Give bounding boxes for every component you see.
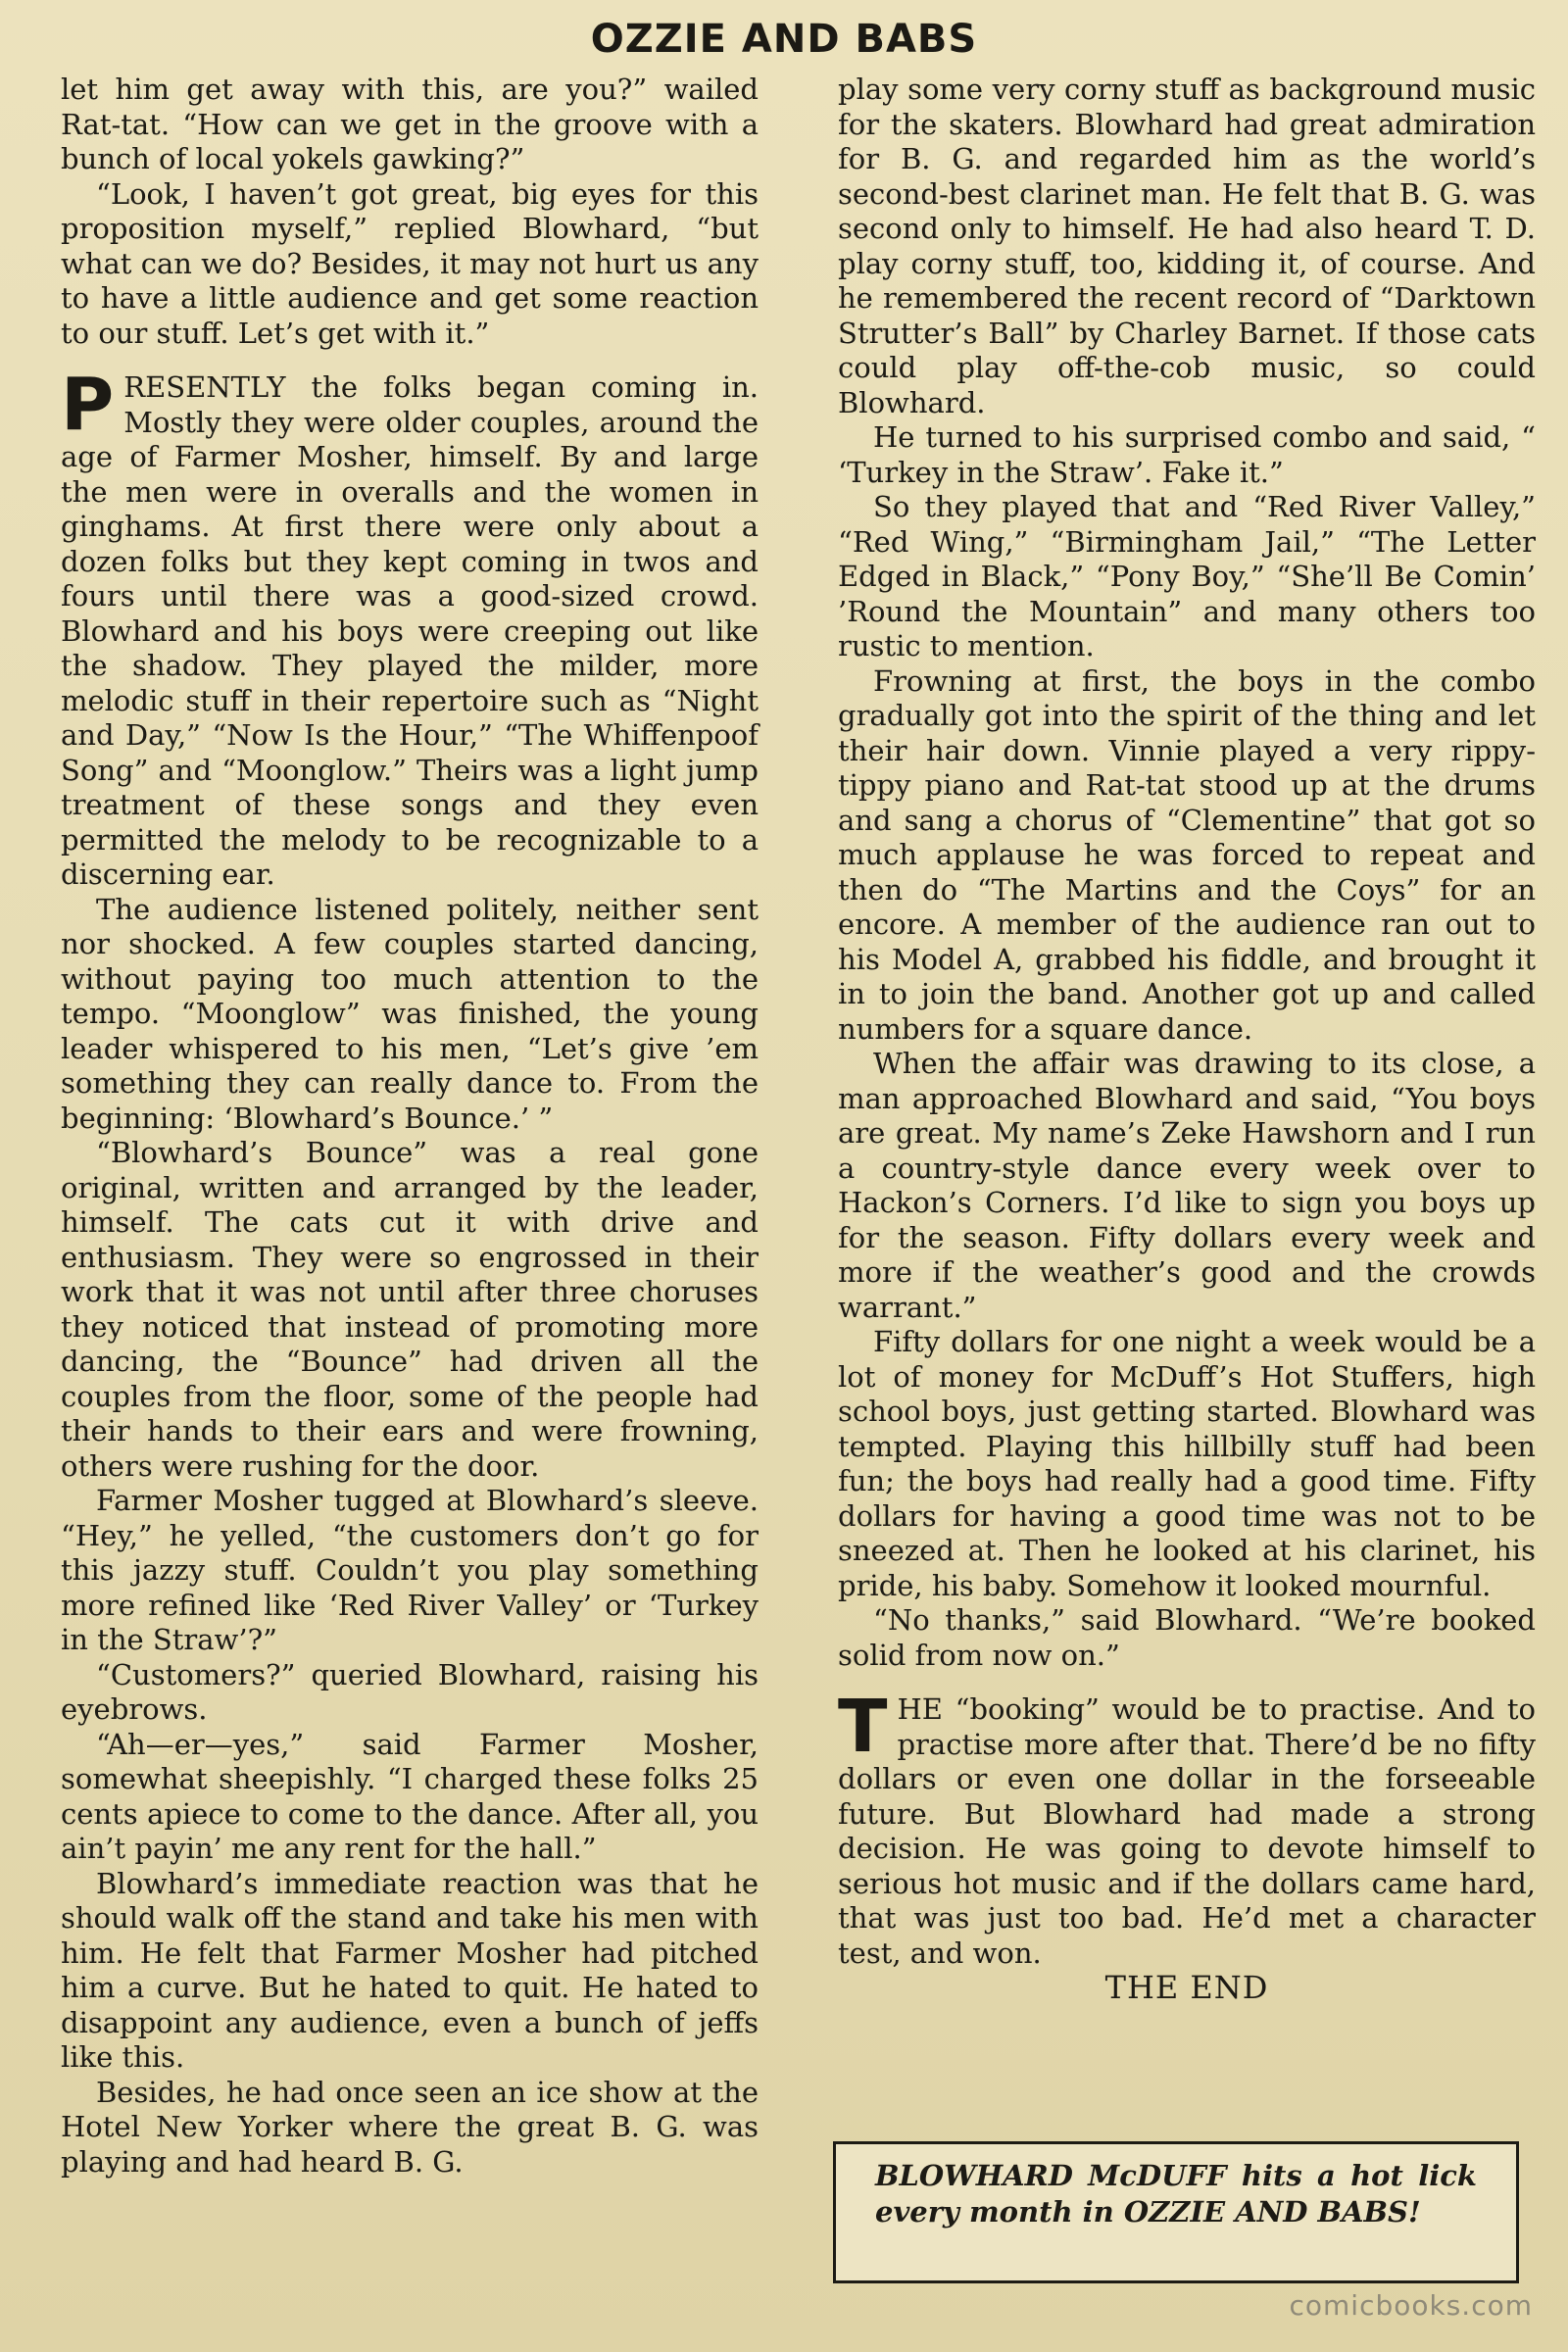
- paragraph-text: RESENTLY the folks began coming in. Mostly they were older couples, around the age of Farmer Mosher, himself. By and large the men were in overalls and the women in ginghams. At first there were only about a dozen folks but they kept coming in twos and fours until there was a good-sized crowd. Blowhard and his boys were creeping out like the shadow. They played the milder, more melodic stuff in their repertoire such as “Night and Day,” “Now Is the Hour,” “The Whiffenpoof Song” and “Moonglow.” Theirs was a light jump treatment of these songs and they even permitted the melody to be recognizable to a discerning ear.: [61, 370, 759, 891]
- promo-text: BLOWHARD McDUFF hits a hot lick every month in OZZIE AND BABS!: [875, 2159, 1477, 2229]
- paragraph: Fifty dollars for one night a week would be a lot of money for McDuff’s Hot Stuffers, high school boys, just getting started. Blowhard was tempted. Playing this hillbilly stuff had been fun; the boys had really had a good time. Fifty dollars for having a good time was not to be sneezed at. Then he looked at his clarinet, his pride, his baby. Somehow it looked mournful.: [838, 1325, 1536, 1602]
- paragraph: Besides, he had once seen an ice show at the Hotel New Yorker where the great B. G. was playing and had heard B. G.: [61, 2075, 759, 2179]
- paragraph-with-dropcap: [61, 363, 759, 893]
- promo-box: [833, 2141, 1519, 2283]
- paragraph: Farmer Mosher tugged at Blowhard’s sleeve. “Hey,” he yelled, “the customers don’t go for this jazzy stuff. Couldn’t you play something more refined like ‘Red River Valley’ or ‘Turkey in the Straw’?”: [61, 1484, 759, 1656]
- left-column: [61, 73, 759, 2180]
- page-title: OZZIE AND BABS: [590, 17, 978, 62]
- paragraph: “Look, I haven’t got great, big eyes for this proposition myself,” replied Blowhard, “but what can we do? Besides, it may not hurt us any to have a little audience and get some reaction to our stuff. Let’s get with it.”: [61, 176, 759, 350]
- paragraph: The audience listened politely, neither sent nor shocked. A few couples started dancing, without paying too much attention to the tempo. “Moonglow” was finished, the young leader whispered to his men, “Let’s give ’em something they can really dance to. From the beginning: ‘Blowhard’s Bounce.’ ”: [61, 892, 759, 1135]
- paragraph: Frowning at first, the boys in the combo gradually got into the spirit of the thing and let their hair down. Vinnie played a very rippy-tippy piano and Rat-tat stood up at the drums and sang a chorus of “Clementine” that got so much applause he was forced to repeat and then do “The Martins and the Coys” for an encore. A member of the audience ran out to his Model A, grabbed his fiddle, and brought it in to join the band. Another got up and called numbers for a square dance.: [838, 663, 1536, 1046]
- paragraph: He turned to his surprised combo and said, “ ‘Turkey in the Straw’. Fake it.”: [838, 420, 1536, 489]
- paragraph: When the affair was drawing to its close, a man approached Blowhard and said, “You boys are great. My name’s Zeke Hawshorn and I run a country-style dance every week over to Hackon’s Corners. I’d like to sign you boys up for the season. Fifty dollars every week and more if the weather’s good and the crowds warrant.”: [838, 1047, 1536, 1324]
- right-column: [838, 73, 1536, 2006]
- drop-cap: T: [838, 1685, 888, 1769]
- paragraph: play some very corny stuff as background music for the skaters. Blowhard had great admiration for B. G. and regarded him as the world’s second-best clarinet man. He felt that B. G. was second only to himself. He had also heard T. D. play corny stuff, too, kidding it, of course. And he remembered the recent record of “Darktown Strutter’s Ball” by Charley Barnet. If those cats could play off-the-cob music, so could Blowhard.: [838, 73, 1536, 419]
- paragraph: “Customers?” queried Blowhard, raising his eyebrows.: [61, 1657, 759, 1726]
- paragraph: “Ah—er—yes,” said Farmer Mosher, somewhat sheepishly. “I charged these folks 25 cents apiece to come to the dance. After all, you ain’t payin’ me any rent for the hall.”: [61, 1727, 759, 1865]
- drop-cap: P: [61, 363, 115, 447]
- paragraph: “No thanks,” said Blowhard. “We’re booked solid from now on.”: [838, 1603, 1536, 1672]
- paragraph: “Blowhard’s Bounce” was a real gone original, written and arranged by the leader, himself. The cats cut it with drive and enthusiasm. They were so engrossed in their work that it was not until after three choruses they noticed that instead of promoting more dancing, the “Bounce” had driven all the couples from the floor, some of the people had their hands to their ears and were frowning, others were rushing for the door.: [61, 1136, 759, 1483]
- the-end-label: THE END: [1104, 1969, 1269, 2006]
- paragraph-with-dropcap: [838, 1685, 1536, 1971]
- paragraph: So they played that and “Red River Valley,” “Red Wing,” “Birmingham Jail,” “The Letter Edged in Black,” “Pony Boy,” “She’ll Be Comin’ ’Round the Mountain” and many others too rustic to mention.: [838, 490, 1536, 662]
- paragraph: Blowhard’s immediate reaction was that he should walk off the stand and take his men with him. He felt that Farmer Mosher had pitched him a curve. But he hated to quit. He hated to disappoint any audience, even a bunch of jeffs like this.: [61, 1866, 759, 2074]
- paragraph-text: HE “booking” would be to practise. And to practise more after that. There’d be no fifty dollars or even one dollar in the forseeable future. But Blowhard had made a strong decision. He was going to devote himself to serious hot music and if the dollars came hard, that was just too bad. He’d met a character test, and won.: [838, 1692, 1536, 1970]
- watermark: comicbooks.com: [1289, 2289, 1533, 2322]
- paragraph: let him get away with this, are you?” wailed Rat-tat. “How can we get in the groove with a bunch of local yokels gawking?”: [61, 73, 759, 175]
